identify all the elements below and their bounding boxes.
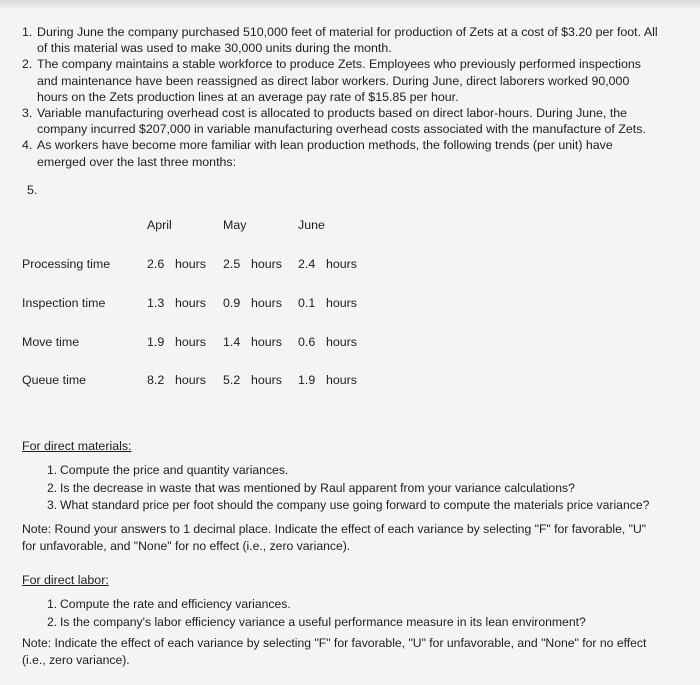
problem-item-4: 4. As workers have become more familiar with lean production methods, the following trends (per unit) have emerged over the last three months: — [22, 138, 613, 169]
table-cell: 0.6 — [298, 335, 316, 349]
table-cell: 2.5 — [223, 257, 241, 271]
problem-item-2: 2. The company maintains a stable workforce to produce Zets. Employees who previously performed inspections and maintenance have been reassigned as direct labor workers. During June, direct laborers worked 90,000 hours on the Zets production lines at an average pay rate of $15.85 per hour. — [22, 57, 641, 104]
row-label-inspection: Inspection time — [22, 296, 106, 310]
unit-label: hours — [251, 335, 282, 349]
unit-label: hours — [326, 373, 357, 387]
list-item: 2. Is the decrease in waste that was mentioned by Raul apparent from your variance calculations? — [47, 480, 575, 495]
column-header-june: June — [298, 218, 325, 232]
table-cell: 1.4 — [223, 335, 241, 349]
unit-label: hours — [326, 257, 357, 271]
column-header-may: May — [223, 218, 247, 232]
problem-item-3: 3. Variable manufacturing overhead cost is allocated to products based on direct labor-hours. During June, the company incurred $207,000 in variable manufacturing overhead costs associated with the manufacture of Zets. — [22, 106, 646, 137]
row-label-move: Move time — [22, 335, 80, 349]
row-label-processing: Processing time — [22, 257, 111, 271]
problem-item-1: 1. During June the company purchased 510,000 feet of material for production of Zets at a cost of $3.20 per foot. All of this material was used to make 30,000 units during the month. — [22, 25, 658, 56]
table-cell: 1.9 — [147, 335, 165, 349]
list-item: 1. Compute the price and quantity variances. — [47, 463, 289, 477]
table-cell: 5.2 — [223, 373, 241, 387]
unit-label: hours — [326, 296, 357, 310]
labor-questions — [47, 596, 586, 631]
list-item: 2. Is the company's labor efficiency variance a useful performance measure in its lean environment? — [47, 614, 586, 629]
table-cell: 1.9 — [298, 373, 316, 387]
unit-label: hours — [326, 335, 357, 349]
unit-label: hours — [251, 257, 282, 271]
table-cell: 8.2 — [147, 373, 165, 387]
table-cell: 0.9 — [223, 296, 241, 310]
table-cell: 2.6 — [147, 257, 165, 271]
problem-item-5: 5. — [27, 183, 38, 197]
materials-heading: For direct materials: — [22, 439, 132, 453]
table-cell: 2.4 — [298, 257, 316, 271]
unit-label: hours — [175, 335, 206, 349]
list-item: 1. Compute the rate and efficiency variances. — [47, 597, 291, 611]
labor-heading: For direct labor: — [22, 573, 109, 587]
unit-label: hours — [175, 373, 206, 387]
list-item: 3. What standard price per foot should the company use going forward to compute the materials price variance? — [47, 498, 650, 512]
unit-label: hours — [175, 296, 206, 310]
table-cell: 0.1 — [298, 296, 316, 310]
unit-label: hours — [251, 296, 282, 310]
materials-questions — [47, 462, 649, 515]
row-label-queue: Queue time — [22, 373, 87, 387]
unit-label: hours — [251, 373, 282, 387]
column-header-april: April — [147, 218, 172, 232]
table-cell: 1.3 — [147, 296, 165, 310]
unit-label: hours — [175, 257, 206, 271]
labor-note: Note: Indicate the effect of each variance by selecting "F" for favorable, "U" for unfavorable, and "None" for no effect (i.e., zero variance). — [22, 636, 647, 667]
materials-note: Note: Round your answers to 1 decimal place. Indicate the effect of each variance by selecting "F" for favorable, "U" for unfavorable, and "None" for no effect (i.e., zero variance). — [22, 522, 647, 553]
